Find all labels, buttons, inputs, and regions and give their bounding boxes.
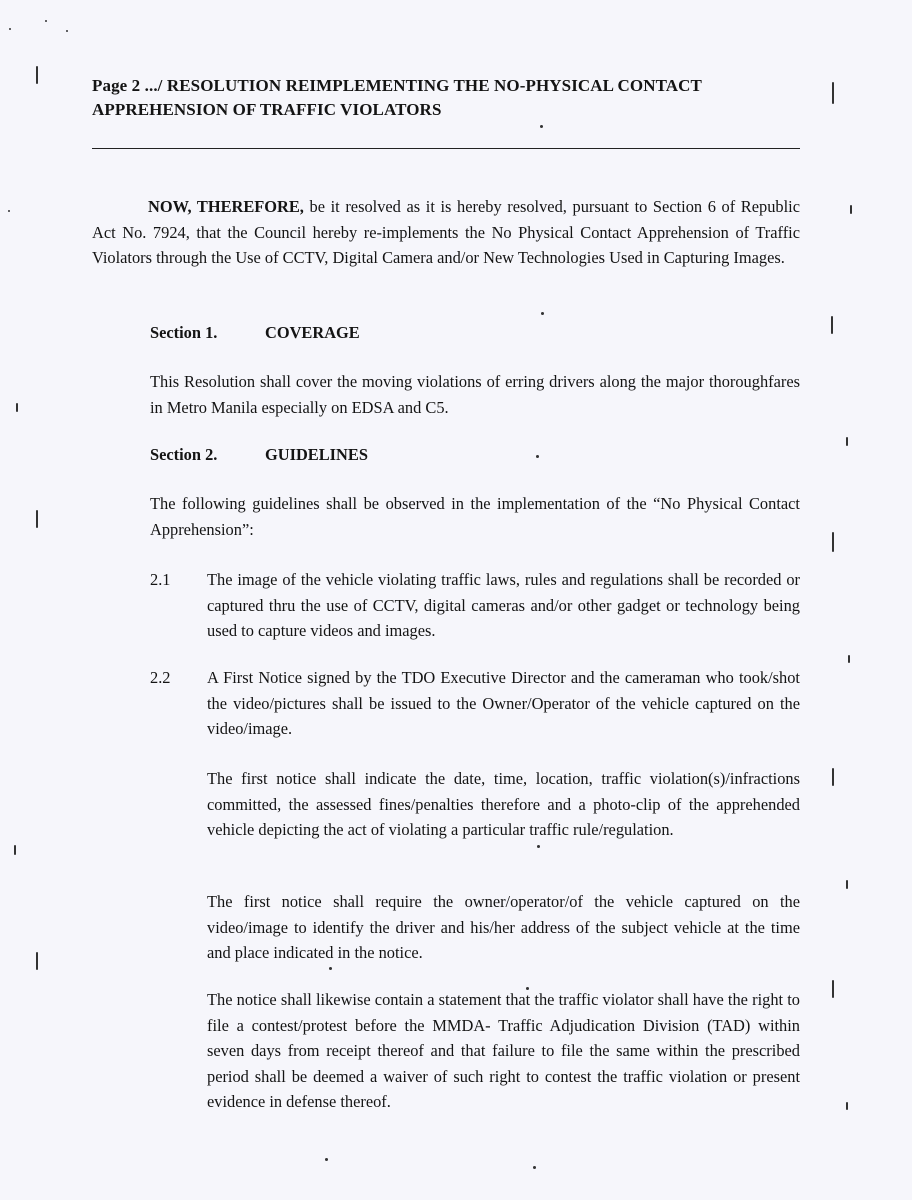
- guideline-text: A First Notice signed by the TDO Executive Director and the cameraman who took/shot the video/pictures shall be issued to the Owner/Operator of the vehicle captured on the video/image.: [207, 668, 800, 738]
- scan-speck: [325, 1158, 328, 1161]
- scan-speck: [329, 967, 332, 970]
- header-divider: [92, 148, 800, 149]
- resolution-intro: [92, 194, 800, 271]
- section-1-heading: [150, 321, 360, 345]
- scan-speck: [16, 403, 18, 412]
- guideline-item: [150, 665, 800, 742]
- section-1-text: This Resolution shall cover the moving violations of erring drivers along the major thoroughfares in Metro Manila especially on EDSA and C5.: [150, 372, 800, 417]
- scan-speck: [850, 205, 852, 214]
- scan-speck: [14, 845, 16, 855]
- scan-speck: [9, 28, 11, 30]
- scan-speck: [36, 952, 38, 970]
- intro-lead: NOW, THEREFORE,: [148, 197, 304, 216]
- scan-speck: [66, 30, 68, 32]
- scan-speck: [846, 437, 848, 446]
- page-header: [92, 74, 804, 122]
- guideline-number: 2.2: [150, 668, 171, 687]
- scan-speck: [832, 980, 834, 998]
- section-1-number: Section 1.: [150, 323, 218, 342]
- scan-speck: [846, 880, 848, 889]
- guideline-item: [150, 567, 800, 644]
- section-2-title: GUIDELINES: [265, 445, 368, 464]
- notice-paragraph: The first notice shall require the owner/operator/of the vehicle captured on the video/image to identify the driver and his/her address of the subject vehicle at the time and place indicated in the notice.: [207, 892, 800, 962]
- guideline-number: 2.1: [150, 570, 171, 589]
- scan-speck: [848, 655, 850, 663]
- notice-paragraph: The first notice shall indicate the date, time, location, traffic violation(s)/infractions committed, the assessed fines/penalties therefore and a photo-clip of the apprehended vehicle depicting the act of violating a particular traffic rule/regulation.: [207, 769, 800, 839]
- header-line-2: APPREHENSION OF TRAFFIC VIOLATORS: [92, 100, 442, 119]
- scan-speck: [526, 987, 529, 990]
- scan-speck: [8, 210, 10, 212]
- section-1-title: COVERAGE: [265, 323, 360, 342]
- scan-speck: [537, 845, 540, 848]
- scan-speck: [832, 532, 834, 552]
- scan-speck: [832, 768, 834, 786]
- scan-speck: [541, 312, 544, 315]
- scan-speck: [36, 66, 38, 84]
- scan-speck: [533, 1166, 536, 1169]
- section-2-text: The following guidelines shall be observed in the implementation of the “No Physical Contact Apprehension”:: [150, 494, 800, 539]
- scan-speck: [540, 125, 543, 128]
- intro-body: be it resolved as it is hereby resolved, pursuant to Section 6 of Republic Act No. 7924, that the Council hereby re-implements the No Physical Contact Apprehension of Traffic Violators through the Use of CCTV, Digital Camera and/or New Technologies Used in Capturing Images.: [92, 197, 800, 267]
- header-line-1: Page 2 .../ RESOLUTION REIMPLEMENTING THE NO-PHYSICAL CONTACT: [92, 76, 702, 95]
- scan-speck: [36, 510, 38, 528]
- guideline-text: The image of the vehicle violating traffic laws, rules and regulations shall be recorded or captured thru the use of CCTV, digital cameras and/or other gadget or technology being used to capture videos and images.: [207, 570, 800, 640]
- section-2-number: Section 2.: [150, 445, 218, 464]
- scan-speck: [536, 455, 539, 458]
- scan-speck: [831, 316, 833, 334]
- section-2-heading: [150, 443, 368, 467]
- scan-speck: [846, 1102, 848, 1110]
- notice-paragraph: The notice shall likewise contain a statement that the traffic violator shall have the right to file a contest/protest before the MMDA- Traffic Adjudication Division (TAD) within seven days from receipt thereof and that failure to file the same within the prescribed period shall be deemed a waiver of such right to contest the traffic violation or present evidence in defense thereof.: [207, 990, 800, 1111]
- scan-speck: [832, 82, 834, 104]
- scan-speck: [45, 20, 47, 22]
